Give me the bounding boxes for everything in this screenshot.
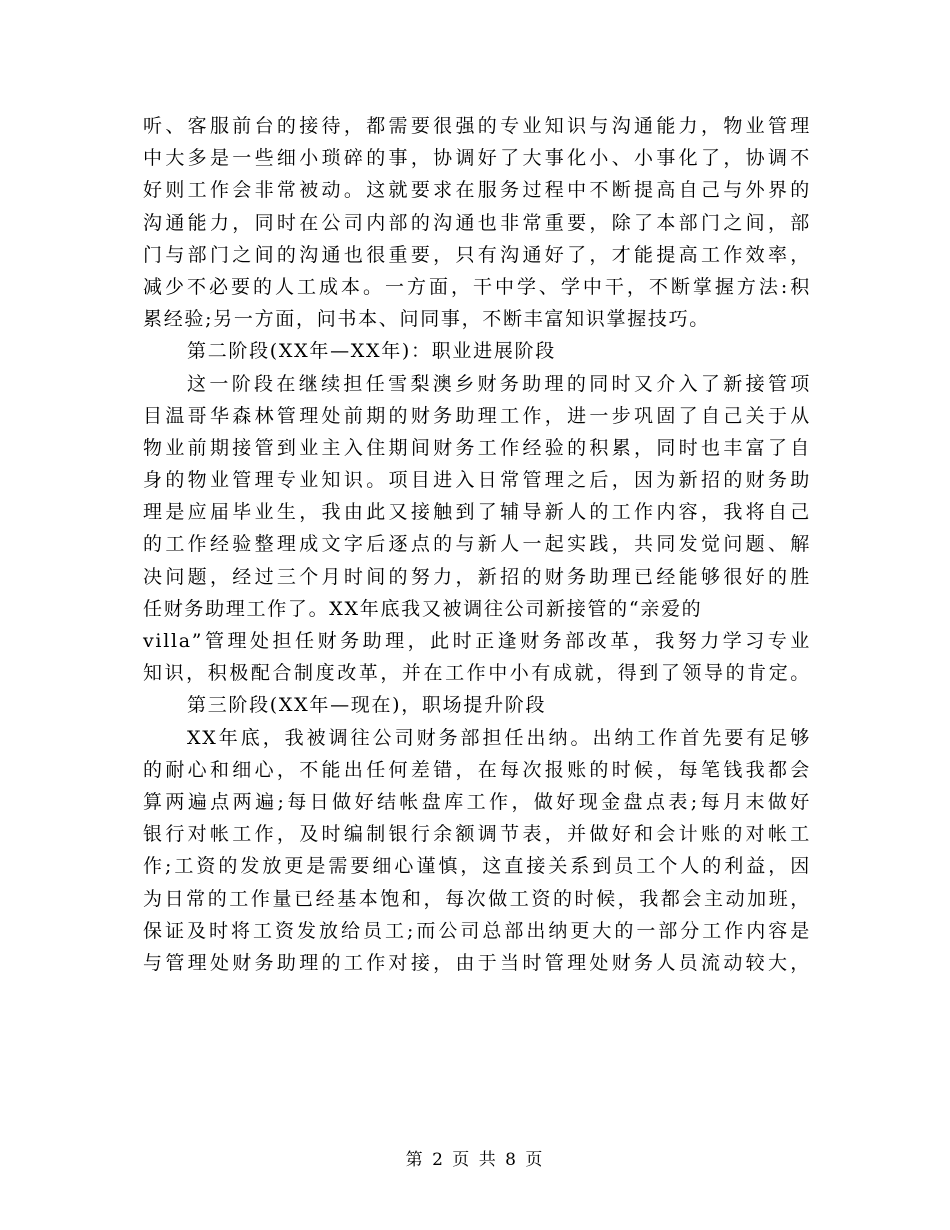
text-line: 身的物业管理专业知识。项目进入日常管理之后，因为新招的财务助 xyxy=(143,469,811,492)
text-line: 物业前期接管到业主入住期间财务工作经验的积累，同时也丰富了自 xyxy=(143,436,811,459)
text-line: 减少不必要的人工成本。一方面，干中学、学中干，不断掌握方法:积 xyxy=(143,275,811,298)
text-line: 的工作经验整理成文字后逐点的与新人一起实践，共同发觉问题、解 xyxy=(143,533,811,556)
text-line: 知识，积极配合制度改革，并在工作中小有成就，得到了领导的肯定。 xyxy=(143,662,811,685)
page-number-footer: 第 2 页 共 8 页 xyxy=(405,1150,545,1170)
text-line: 听、客服前台的接待，都需要很强的专业知识与沟通能力，物业管理 xyxy=(143,115,811,137)
text-line: 任财务助理工作了。XX年底我又被调往公司新接管的“亲爱的 xyxy=(143,597,703,620)
text-line: 好则工作会非常被动。这就要求在服务过程中不断提高自己与外界的 xyxy=(143,179,811,202)
text-line: 银行对帐工作，及时编制银行余额调节表，并做好和会计账的对帐工 xyxy=(143,823,811,846)
text-line: 目温哥华森林管理处前期的财务助理工作，进一步巩固了自己关于从 xyxy=(143,404,811,427)
text-line: 的耐心和细心，不能出任何差错，在每次报账的时候，每笔钱我都会 xyxy=(143,758,811,781)
text-line: 理是应届毕业生，我由此又接触到了辅导新人的工作内容，我将自己 xyxy=(143,501,811,524)
section-heading: 第二阶段(XX年—XX年)：职业进展阶段 xyxy=(187,340,556,363)
text-line: 这一阶段在继续担任雪梨澳乡财务助理的同时又介入了新接管项 xyxy=(187,372,811,395)
section-heading: 第三阶段(XX年—现在)，职场提升阶段 xyxy=(187,694,547,717)
document-body xyxy=(143,110,811,979)
text-line: XX年底，我被调往公司财务部担任出纳。出纳工作首先要有足够 xyxy=(187,726,811,749)
text-line: 决问题，经过三个月时间的努力，新招的财务助理已经能够很好的胜 xyxy=(143,565,811,588)
text-line: 沟通能力，同时在公司内部的沟通也非常重要，除了本部门之间，部 xyxy=(143,211,811,234)
text-line: 保证及时将工资发放给员工;而公司总部出纳更大的一部分工作内容是 xyxy=(143,919,811,942)
text-line: 为日常的工作量已经基本饱和，每次做工资的时候，我都会主动加班， xyxy=(143,887,811,910)
text-line: 与管理处财务助理的工作对接，由于当时管理处财务人员流动较大， xyxy=(143,951,811,974)
text-line: 作;工资的发放更是需要细心谨慎，这直接关系到员工个人的利益，因 xyxy=(143,855,811,878)
text-line: 累经验;另一方面，问书本、问同事，不断丰富知识掌握技巧。 xyxy=(143,308,711,331)
text-line: 中大多是一些细小琐碎的事，协调好了大事化小、小事化了，协调不 xyxy=(143,147,811,170)
text-line: 算两遍点两遍;每日做好结帐盘库工作，做好现金盘点表;每月末做好 xyxy=(143,790,811,813)
text-line: villa”管理处担任财务助理，此时正逢财务部改革，我努力学习专业 xyxy=(143,630,811,652)
text-line: 门与部门之间的沟通也很重要，只有沟通好了，才能提高工作效率， xyxy=(143,243,811,266)
